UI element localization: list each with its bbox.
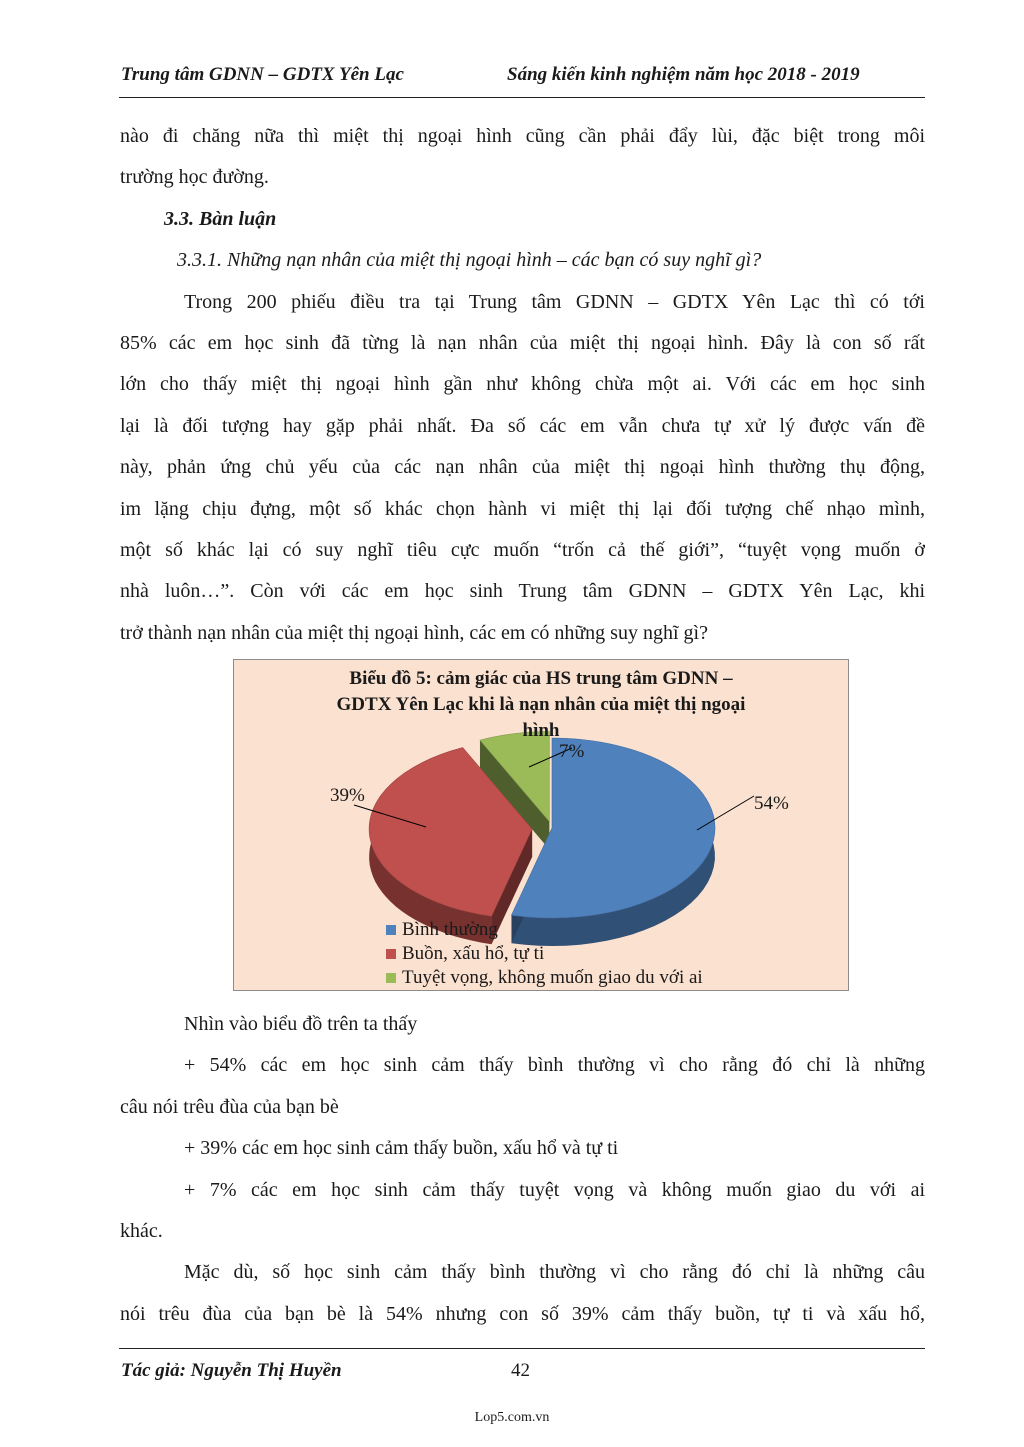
text-line: Mặc dù, số học sinh cảm thấy bình thường vì cho rằng đó chỉ là những câu [184,1261,925,1284]
subsection-heading: 3.3.1. Những nạn nhân của miệt thị ngoại hình – các bạn có suy nghĩ gì? [177,249,762,272]
legend-swatch [386,925,396,935]
text-line: khác. [120,1219,163,1242]
text-line: nói trêu đùa của bạn bè là 54% nhưng con số 39% cảm thấy buồn, tự ti và xấu hổ, [120,1302,925,1325]
footer-site: Lop5.com.vn [474,1410,550,1425]
text-line: nhà luôn…”. Còn với các em học sinh Trung tâm GDNN – GDTX Yên Lạc, khi [120,580,925,603]
section-heading: 3.3. Bàn luận [164,207,277,230]
legend-label: Tuyệt vọng, không muốn giao du với ai [402,967,703,988]
chart-title-line: Biểu đồ 5: cảm giác của HS trung tâm GDNN – [349,668,733,689]
chart-title-line: hình [522,720,560,741]
data-label-7: 7% [559,741,585,762]
legend-swatch [386,973,396,983]
text-line: câu nói trêu đùa của bạn bè [120,1095,339,1118]
header-document-title: Sáng kiến kinh nghiệm năm học 2018 - 2019 [507,64,860,85]
header-center-name: Trung tâm GDNN – GDTX Yên Lạc [121,64,404,85]
text-line: lại là đối tượng hay gặp phải nhất. Đa số các em vẫn chưa tự xử lý được vấn đề [120,414,925,437]
legend-label: Bình thường [402,919,498,940]
text-line: + 54% các em học sinh cảm thấy bình thường vì cho rằng đó chỉ là những [184,1054,925,1077]
text-line: Nhìn vào biểu đồ trên ta thấy [184,1013,418,1035]
legend-item [386,966,703,990]
header-divider [119,97,925,98]
page-number: 42 [511,1360,530,1381]
data-label-39: 39% [330,785,365,806]
text-line: một số khác lại có suy nghĩ tiêu cực muốn “trốn cả thế giới”, “tuyệt vọng muốn ở [120,538,925,561]
legend-label: Buồn, xấu hổ, tự ti [402,943,545,964]
text-line: + 39% các em học sinh cảm thấy buồn, xấu hổ và tự ti [184,1137,619,1160]
text-line: này, phản ứng chủ yếu của các nạn nhân của miệt thị ngoại hình thường thụ động, [120,456,925,479]
body-text-bottom [120,1004,925,1335]
text-line: nào đi chăng nữa thì miệt thị ngoại hình cũng cần phải đẩy lùi, đặc biệt trong môi [120,125,925,147]
data-label-54: 54% [754,793,789,814]
legend-item [386,918,703,942]
pie-chart [233,659,849,991]
chart-title-line: GDTX Yên Lạc khi là nạn nhân của miệt thị ngoại [336,694,746,715]
text-line: Trong 200 phiếu điều tra tại Trung tâm GDNN – GDTX Yên Lạc thì có tới [184,290,925,313]
text-line: + 7% các em học sinh cảm thấy tuyệt vọng và không muốn giao du với ai [184,1178,925,1201]
body-text-top [120,116,925,654]
text-line: lớn cho thấy miệt thị ngoại hình gần như không chừa một ai. Với các em học sinh [120,373,925,396]
legend-swatch [386,949,396,959]
footer-author: Tác giả: Nguyễn Thị Huyền [121,1360,342,1381]
legend-item [386,942,703,966]
chart-legend [386,918,703,990]
text-line: trường học đường. [120,166,269,189]
text-line: 85% các em học sinh đã từng là nạn nhân của miệt thị ngoại hình. Đây là con số rất [120,331,925,354]
chart-title [234,666,848,744]
text-line: trở thành nạn nhân của miệt thị ngoại hình, các em có những suy nghĩ gì? [120,621,708,644]
text-line: im lặng chịu đựng, một số khác chọn hành vi miệt thị lại đối tượng chế nhạo mình, [120,497,925,520]
footer-divider [119,1348,925,1349]
